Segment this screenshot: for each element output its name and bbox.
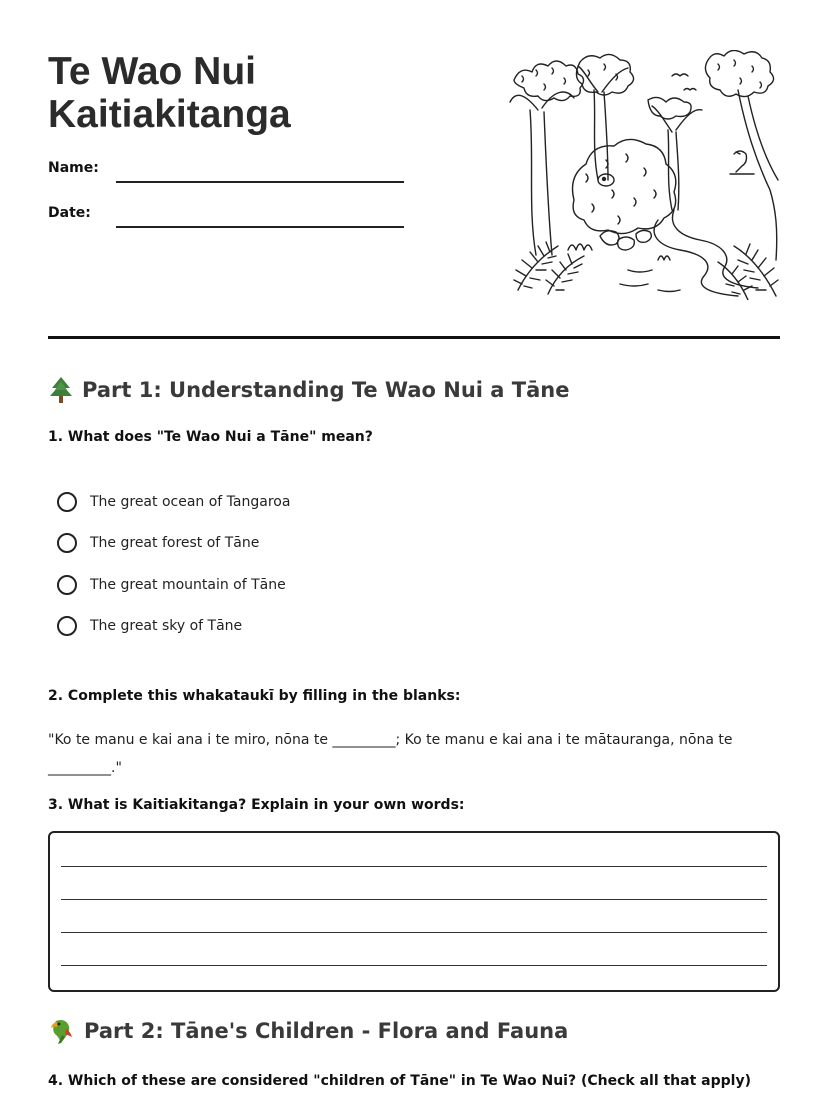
radio-button[interactable]	[57, 575, 77, 595]
answer-line[interactable]	[61, 965, 767, 966]
part1-title: Part 1: Understanding Te Wao Nui a Tāne	[82, 378, 570, 402]
part2-heading	[48, 1017, 568, 1045]
q1-option-3[interactable]	[57, 575, 286, 595]
name-input-line[interactable]	[116, 181, 404, 183]
title-line-2: Kaitiakitanga	[48, 93, 291, 136]
q1-option-label: The great forest of Tāne	[90, 535, 260, 551]
part2-title: Part 2: Tāne's Children - Flora and Fauna	[84, 1019, 569, 1043]
radio-button[interactable]	[57, 616, 77, 636]
date-input-line[interactable]	[116, 226, 404, 228]
q1-option-label: The great sky of Tāne	[90, 618, 243, 634]
radio-button[interactable]	[57, 492, 77, 512]
name-label: Name:	[48, 160, 99, 176]
radio-button[interactable]	[57, 533, 77, 553]
evergreen-tree-icon	[48, 376, 74, 404]
answer-line[interactable]	[61, 932, 767, 933]
question-1: 1. What does "Te Wao Nui a Tāne" mean?	[48, 429, 373, 445]
whakatauki-fill-in: "Ko te manu e kai ana i te miro, nōna te _________; Ko te manu e kai ana i te mātauranga, nōna te _________."	[48, 732, 733, 776]
date-label: Date:	[48, 205, 91, 221]
q1-option-1[interactable]	[57, 492, 290, 512]
parrot-icon	[48, 1017, 76, 1045]
q1-option-label: The great mountain of Tāne	[90, 577, 286, 593]
worksheet-title	[48, 50, 291, 136]
q1-option-2[interactable]	[57, 533, 259, 553]
title-line-1: Te Wao Nui	[48, 50, 256, 93]
answer-line[interactable]	[61, 866, 767, 867]
question-4: 4. Which of these are considered "children of Tāne" in Te Wao Nui? (Check all that apply)	[48, 1073, 751, 1089]
answer-line[interactable]	[61, 899, 767, 900]
header-divider	[48, 336, 780, 339]
question-2: 2. Complete this whakataukī by filling in the blanks:	[48, 688, 461, 704]
forest-scene-illustration	[508, 50, 783, 300]
q1-option-4[interactable]	[57, 616, 242, 636]
question-3: 3. What is Kaitiakitanga? Explain in your own words:	[48, 797, 465, 813]
part1-heading	[48, 376, 569, 404]
q3-answer-box[interactable]	[48, 831, 780, 992]
q1-option-label: The great ocean of Tangaroa	[90, 494, 291, 510]
